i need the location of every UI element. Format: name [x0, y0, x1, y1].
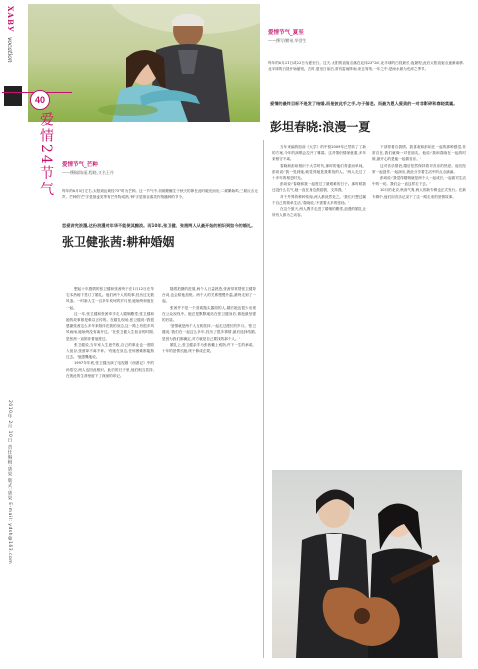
right-intro: 爱情的最终目标不是发了结婚,而是彼此手之手,与子偕老。而最为恩人爱美的一对非影碎和春晓莫属。: [270, 101, 458, 106]
top-couple-photo: [28, 4, 260, 122]
paragraph: 春晓和彭坦相识于大学时代,那时的他们青涩而单纯。彭坦说:'我一见到她,就觉得她是我要找的人。'两人走过了十多年的相恋时光。: [272, 163, 366, 181]
paragraph: 1997年年底,张卫健出演了电视剧《西游记》中的孙悟空,两人也因此相识。此后的日子里,他们相互扶持,在彼此的生命里留下了深深的印记。: [66, 361, 154, 378]
side-credit-wrap: [6, 400, 20, 650]
paragraph: 彭坦说:'我觉得婚姻就是两个人一起成长,一起面对生活中的一切。我们会一直这样走下去。': [372, 176, 466, 187]
paragraph: '爱情就是两个人互相扶持,一起走过漫长的岁月。'张卫健说,'我们在一起这么多年,经历了很多事情,最后选择结婚,是因为我们都确定,对方就是自己要找的那个人。': [162, 324, 256, 341]
paragraph: 在这个夏天,两人携手走进了婚姻的殿堂,浪漫的婚礼让所有人都为之动容。: [272, 207, 366, 218]
couple-illustration: [28, 4, 260, 122]
paragraph: 对于外界的种种传闻,两人都淡然处之。'我们只想过属于自己的简单生活,'春晓说,'不需要太多的张扬。': [272, 194, 366, 205]
left-article-col1: [66, 286, 154, 658]
paragraph: 随着拍摄的进展,两个人日益熟悉,张茜常常帮张卫健背台词,也会陪他加班。两个人的关系慢慢升温,最终走到了一起。: [162, 287, 256, 304]
paragraph: 这一年,张卫健和张茜牵手走入婚姻殿堂,张卫健和她的故事都是难以言传的。在婚礼现场,张卫健说:'我很感谢张茜这么多年来陪伴在我的身边,这一路上有很多风风雨雨,她始终没有离开过。'在张卫健人生低谷的时期,是张茜一直陪伴着他度过。: [66, 311, 154, 341]
paragraph: 婚礼上,张卫健亲手为张茜戴上戒指,许下一生的承诺。十年的爱情长跑,终于修成正果。: [162, 342, 256, 354]
middle-headline: 张卫健张茜:耕种婚姻: [62, 235, 175, 249]
top-right-body: 每年的6月21日或22日为夏至日。这天,太阳的直射点落在北纬23°26′,北半球的白昼最长,夜最短;此后太阳直射点逐渐南移,北半球的白昼开始缩短。古时,夏至日前后,常有雷雨阵雨,来去匆匆,一年之中,是雨水最为充沛之季节。: [268, 61, 464, 72]
left-article-col2: [162, 286, 256, 658]
top-right-story: [268, 28, 464, 102]
top-right-title: 爱情节气_夏至: [268, 30, 304, 36]
middle-story-header: [62, 160, 258, 250]
paragraph: 当年来编的组前《大学》的中锐2009年已然转了了新的方案,今年的演唱会拉开了帷幕。这对情侣情深意重,多年来相守不离。: [272, 145, 366, 162]
center-divider: [263, 140, 264, 658]
right-article-col2: [372, 144, 466, 464]
middle-author: ——撰稿/陈丽,程晓,又名王丹: [62, 170, 114, 175]
guitar-couple-illustration: [272, 470, 462, 658]
masthead-top-label: ХАВУ: [6, 6, 15, 33]
side-credit: 2010年 2月 10日 责任编辑:唐果 版式:唐果 E-mail: ydsh@163.com: [7, 400, 12, 565]
paragraph: 彭坦说:'春晓和我一起度过了最艰难的日子。那时候我还没什么名气,她一直在身边鼓励我、支持我。': [272, 182, 366, 193]
middle-title: 爱情节气_芒种: [62, 162, 98, 168]
vertical-title-wrap: [38, 112, 56, 198]
right-article-col1: [272, 144, 366, 464]
page-number-circle: [30, 90, 50, 110]
page-number: 40: [34, 95, 45, 105]
right-headline: 彭坦春晓:浪漫一夏: [270, 120, 371, 134]
masthead-black-bar: [4, 86, 22, 106]
masthead-subtitle: vocation: [6, 36, 13, 63]
paragraph: 张卫健说,当年家人生意失败,自己的事业也一度陷入低谷,张茜却不离不弃。'有她在身边,任何困难都能熬过去。'他感慨地说。: [66, 342, 154, 360]
paragraph: 这对音乐情侣,婚后依然保持着对音乐的热爱。他们经常一起创作,一起演出,彼此分享着生活中的点点滴滴。: [372, 163, 466, 174]
bottom-couple-photo: [272, 470, 462, 658]
middle-intro: 恋爱讲究浪漫,这份浪漫对年华不能使其黯淡。而10年,张卫健、张茜两人从最开始的相识到如今的婚礼。: [62, 223, 256, 228]
paragraph: 10月的北京,秋高气爽,两人的新专辑也正式发行。在新专辑中,他们用音乐记录下了这一路走来的爱情故事。: [372, 188, 466, 199]
vertical-title: 爱情24节气: [38, 112, 54, 198]
paragraph: 张茜并不是一个喜欢抛头露面的人,婚后她也很少出现在公众视线中。她总是默默地站在张卫健身后,做他最坚强的后盾。: [162, 305, 256, 323]
top-right-author: ——撰写/鹏弟,华誉生: [268, 38, 307, 43]
paragraph: 想起十年感情的张卫健和张茜终于在1月12日在毕宅本热闹下签订了婚礼。他们两个人的故事,经历过无数风浪。一时新人生一百多年坎坷的岁月里,她始终和他在一起。: [66, 287, 154, 310]
middle-body: 每年的6月5日左右,太阳到达黄经75°时为芒种。这一节气中,初候螳螂生于秋天的卵在此时破壳而出;二候鵙始鸣;三候反舌无声。芒种的'芒'字是指麦类等有芒作物成熟,'种'字是指谷黍类作物播种的节令。: [62, 189, 258, 200]
masthead-top: [6, 6, 24, 62]
paragraph: 下部背着自我情。我喜欢和彭坦在一起的那种感觉,非常自在,我们就像一对老朋友。他说:'我和春晓在一起的时候,最开心的是能一起做音乐。': [372, 145, 466, 162]
